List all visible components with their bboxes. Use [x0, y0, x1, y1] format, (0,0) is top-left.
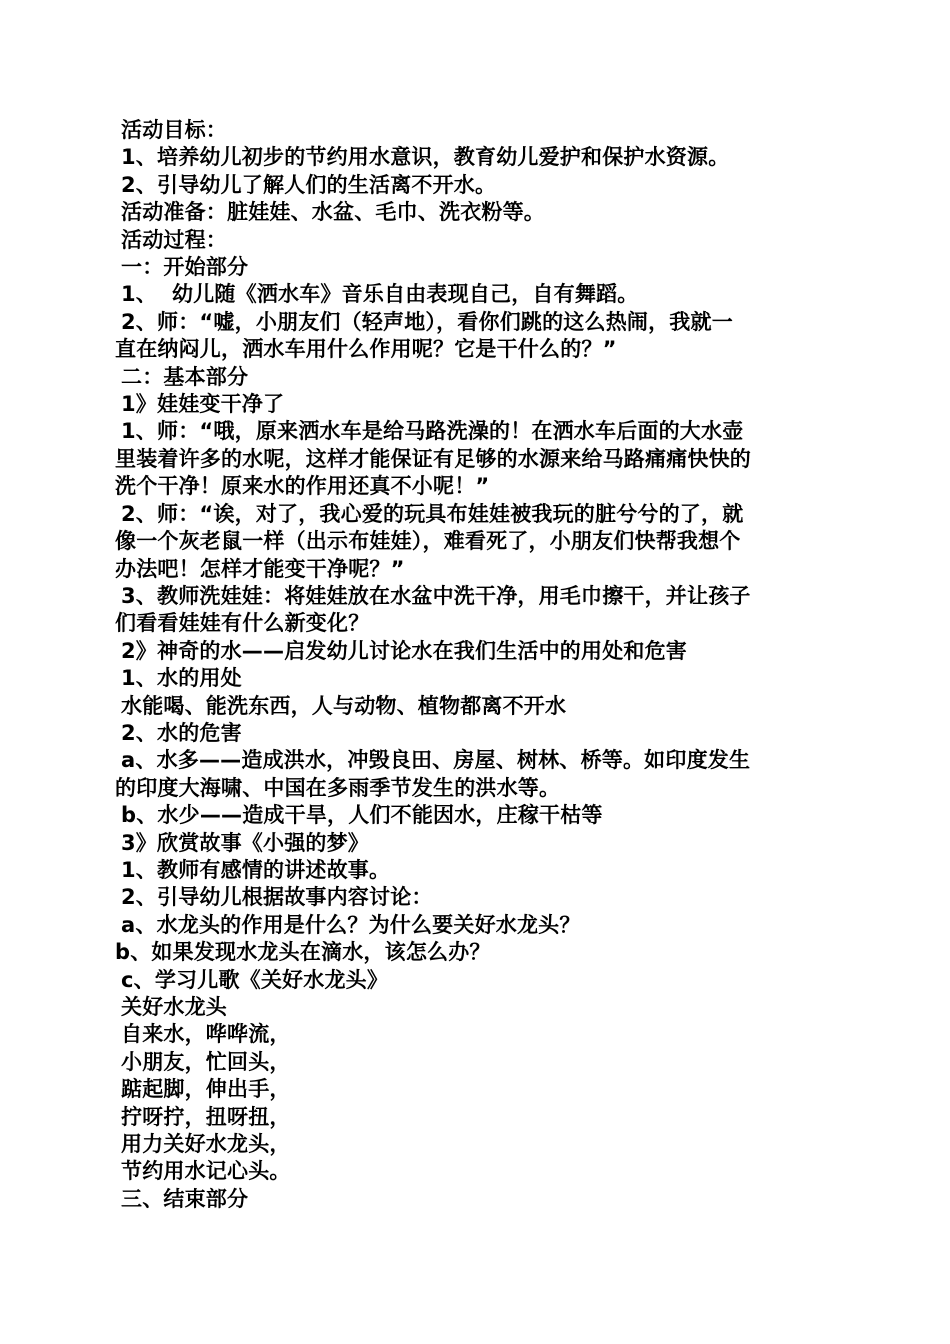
text-line: b、水少——造成干旱，人们不能因水，庄稼干枯等 [121, 803, 603, 828]
text-line: 们看看娃娃有什么新变化？ [115, 611, 370, 636]
text-line: a、水多——造成洪水，冲毁良田、房屋、树林、桥等。如印度发生 [121, 748, 751, 773]
text-line: 里装着许多的水呢，这样才能保证有足够的水源来给马路痛痛快快的 [115, 446, 751, 471]
text-line: 二：基本部分 [121, 364, 249, 389]
text-line: 1、水的用处 [121, 666, 242, 691]
text-line: 3》欣赏故事《小强的梦》 [121, 830, 370, 855]
text-line: 活动目标： [121, 118, 227, 142]
text-line: 像一个灰老鼠一样（出示布娃娃），难看死了，小朋友们快帮我想个 [115, 529, 741, 554]
text-line: 2、引导幼儿了解人们的生活离不开水。 [121, 172, 497, 197]
text-line: 办法吧！怎样才能变干净呢？” [115, 556, 405, 581]
text-line: 一：开始部分 [121, 255, 249, 280]
text-line: 2、师：“嘘，小朋友们（轻声地），看你们跳的这么热闹，我就一 [121, 309, 733, 334]
text-line: 关好水龙头 [121, 995, 227, 1019]
text-line: c、学习儿歌《关好水龙头》 [121, 967, 389, 992]
text-line: 3、教师洗娃娃：将娃娃放在水盆中洗干净，用毛巾擦干，并让孩子 [121, 583, 751, 608]
text-line: 洗个干净！原来水的作用还真不小呢！” [115, 474, 490, 499]
text-line: 2、师：“诶，对了，我心爱的玩具布娃娃被我玩的脏兮兮的了，就 [121, 501, 744, 526]
text-line: 的印度大海啸、中国在多雨季节发生的洪水等。 [115, 775, 561, 800]
text-line: 2》神奇的水——启发幼儿讨论水在我们生活中的用处和危害 [121, 638, 688, 663]
text-line: 1》娃娃变干净了 [121, 392, 285, 417]
text-line: a、水龙头的作用是什么？为什么要关好水龙头？ [121, 912, 581, 937]
text-line: 踮起脚，伸出手， [121, 1077, 291, 1102]
text-line: 三、结束部分 [121, 1186, 249, 1211]
text-line: 用力关好水龙头， [121, 1132, 291, 1157]
text-line: 水能喝、能洗东西，人与动物、植物都离不开水 [121, 693, 567, 718]
text-line: 1、培养幼儿初步的节约用水意识，教育幼儿爱护和保护水资源。 [121, 145, 730, 170]
document-body [115, 117, 845, 1213]
text-line: 自来水，哗哗流， [121, 1022, 291, 1047]
text-line: 活动过程： [121, 227, 227, 252]
text-line: 直在纳闷儿，洒水车用什么作用呢？它是干什么的？” [115, 337, 617, 362]
text-line: 活动准备：脏娃娃、水盆、毛巾、洗衣粉等。 [121, 200, 545, 225]
text-line: b、如果发现水龙头在滴水，该怎么办？ [115, 940, 491, 965]
text-line: 1、 幼儿随《洒水车》音乐自由表现自己，自有舞蹈。 [121, 282, 639, 307]
text-line: 拧呀拧，扭呀扭， [121, 1104, 291, 1129]
text-line: 1、师：“哦，原来洒水车是给马路洗澡的！在洒水车后面的大水壶 [121, 419, 744, 444]
text-line: 小朋友，忙回头， [121, 1049, 291, 1074]
text-line: 1、教师有感情的讲述故事。 [121, 857, 391, 882]
text-line: 2、引导幼儿根据故事内容讨论： [121, 885, 433, 910]
text-line: 节约用水记心头。 [121, 1159, 291, 1184]
text-line: 2、水的危害 [121, 720, 242, 745]
